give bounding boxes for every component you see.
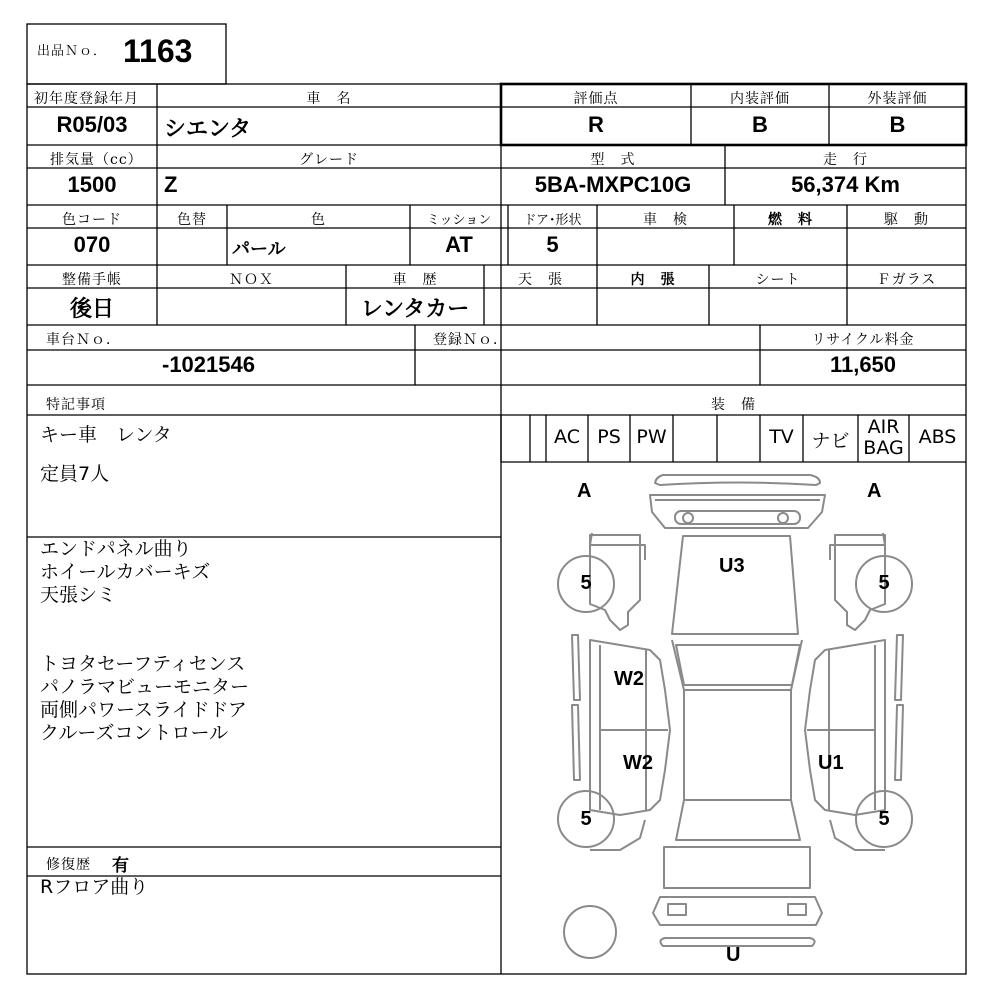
chassis-no-value: -1021546	[162, 352, 255, 377]
lot-label: 出品Ｎｏ．	[37, 44, 108, 59]
notes-label: 特記事項	[46, 397, 106, 413]
mark-tire-rl: 5	[580, 808, 592, 830]
fuel-label: 燃 料	[768, 212, 813, 228]
model-label: 型 式	[590, 152, 636, 168]
mark-tire-fl: 5	[580, 572, 592, 594]
history-value: レンタカー	[360, 296, 470, 321]
mark-rear: U	[726, 944, 741, 966]
chassis-no-label: 車台Ｎｏ．	[46, 332, 121, 348]
mark-right-rear-door: U1	[818, 752, 844, 774]
repair-history-value: 有	[112, 856, 129, 875]
model-value: 5BA-MXPC10G	[534, 172, 692, 197]
equip-ps: PS	[597, 426, 621, 448]
notes-block-1: キー車 レンタ	[40, 424, 172, 446]
interior-score-label: 内装評価	[730, 91, 790, 107]
seat-label: シート	[755, 272, 801, 288]
inspection-label: 車 検	[643, 212, 688, 228]
color-code-value: 070	[73, 232, 111, 257]
equip-tv: TV	[769, 426, 794, 448]
mark-left-front-door: W2	[614, 668, 644, 690]
mission-value: AT	[445, 232, 473, 257]
equip-airbag: AIR BAG	[863, 416, 904, 459]
equip-pw: PW	[636, 426, 667, 448]
history-label: 車 歴	[392, 272, 438, 288]
grade-value: Z	[164, 172, 178, 197]
drive-label: 駆 動	[884, 212, 929, 228]
mark-front-right: A	[867, 480, 882, 502]
equip-navi: ナビ	[811, 430, 850, 452]
mark-front-left: A	[577, 480, 592, 502]
repair-notes: Rフロア曲り	[40, 876, 149, 898]
first-reg-label: 初年度登録年月	[34, 91, 139, 107]
displacement-value: 1500	[67, 172, 117, 197]
mark-left-rear-door: W2	[623, 752, 653, 774]
equip-ac: AC	[554, 426, 580, 448]
door-shape-label: ドア･形状	[523, 213, 582, 228]
mark-hood: U3	[719, 555, 745, 577]
recycle-fee-label: リサイクル料金	[811, 332, 915, 348]
equip-abs: ABS	[918, 426, 957, 448]
f-glass-label: Ｆガラス	[876, 272, 937, 288]
grade-label: グレード	[299, 152, 359, 168]
mark-tire-rr: 5	[878, 808, 890, 830]
door-shape-value: 5	[546, 232, 559, 257]
reg-no-label: 登録Ｎｏ．	[433, 332, 508, 348]
equipment-label: 装 備	[711, 397, 756, 413]
color-label: 色	[311, 212, 326, 228]
grade-score-value: R	[588, 112, 604, 137]
displacement-label: 排気量（cc）	[50, 152, 143, 168]
color-value: パール	[232, 239, 286, 259]
first-reg-value: R05/03	[56, 112, 128, 137]
mileage-label: 走 行	[823, 152, 868, 168]
notes-block-2: 定員7人	[40, 463, 110, 485]
nox-label: ＮＯＸ	[229, 272, 274, 288]
mission-label: ミッション	[426, 213, 492, 228]
color-change-label: 色替	[177, 212, 207, 228]
color-code-label: 色コード	[62, 212, 122, 228]
car-name-value: シエンタ	[164, 116, 252, 141]
interior-score-value: B	[752, 112, 768, 137]
exterior-score-value: B	[889, 112, 906, 137]
maintenance-label: 整備手帳	[62, 272, 122, 288]
mark-tire-fr: 5	[878, 572, 890, 594]
car-name-label: 車 名	[306, 91, 352, 107]
mileage-value: 56,374 Km	[791, 172, 900, 197]
grade-score-label: 評価点	[573, 91, 619, 107]
exterior-score-label: 外装評価	[867, 91, 928, 107]
sunroof-label: 天 張	[518, 272, 563, 288]
notes-block-4: トヨタセーフティセンス パノラマビューモニター 両側パワースライドドア クルーズコントロール	[40, 653, 250, 744]
repair-history-label: 修復歴	[46, 857, 91, 873]
recycle-fee-value: 11,650	[829, 352, 897, 377]
notes-block-3: エンドパネル曲り ホイールカバーキズ 天張シミ	[40, 538, 211, 606]
interior-trim-label: 内 張	[630, 272, 676, 288]
lot-number: 1163	[123, 33, 193, 69]
maintenance-value: 後日	[69, 296, 114, 321]
